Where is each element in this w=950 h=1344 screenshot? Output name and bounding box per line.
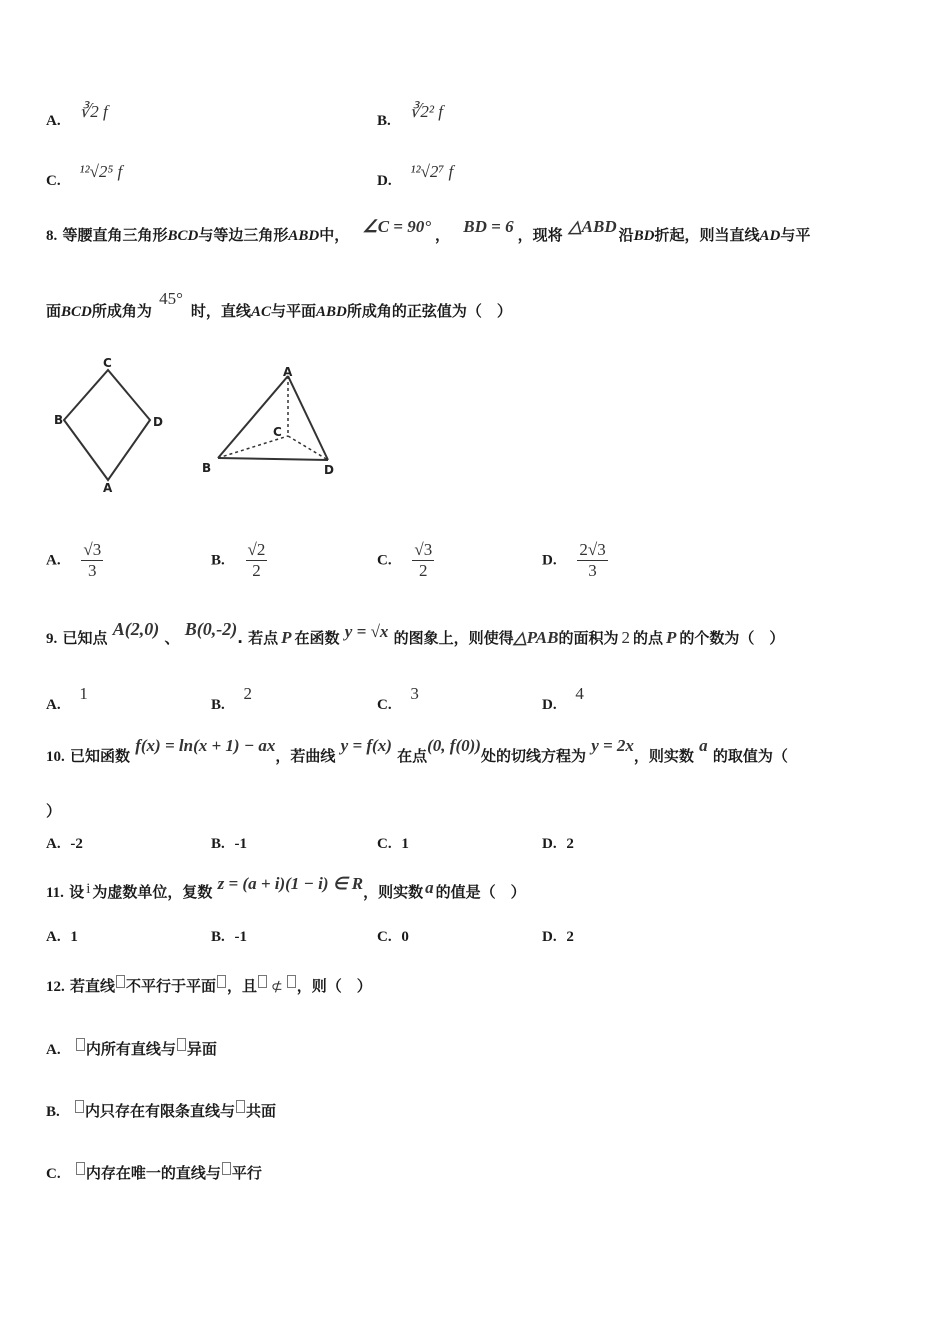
edge-bd [218, 458, 328, 460]
option-label: A. [46, 1042, 61, 1058]
missing-symbol-placeholder [236, 1100, 245, 1113]
q11-option-c[interactable] [377, 929, 409, 946]
q9-stem [46, 619, 785, 648]
stem-text: 与平面 [270, 302, 316, 320]
option-text: 平行 [231, 1164, 262, 1182]
option-value: 2 [566, 836, 574, 852]
missing-symbol-placeholder [76, 1038, 85, 1051]
stem-text: 所成角的正弦值为（ ） [346, 302, 512, 320]
fraction-denominator: 3 [588, 561, 597, 580]
option-label: A. [46, 552, 61, 569]
stem-math: y = 2x [591, 736, 634, 755]
stem-text: . 若点 [237, 629, 279, 647]
stem-text: 的点 [632, 629, 663, 647]
option-label: D. [542, 836, 557, 852]
stem-math: P [666, 628, 677, 647]
option-label: C. [377, 552, 392, 569]
option-label: B. [377, 113, 391, 129]
edge-ab [218, 376, 288, 458]
q10-stem-close: ） [46, 802, 62, 820]
stem-text: ，若曲线 [275, 747, 336, 765]
fraction-denominator: 2 [419, 561, 428, 580]
q10-stem [46, 736, 788, 766]
stem-math: f(x) = ln(x + 1) − ax [135, 736, 276, 755]
q10-option-a[interactable] [46, 836, 83, 853]
option-label: A. [46, 836, 61, 852]
option-value: -1 [234, 836, 248, 852]
missing-symbol-placeholder [177, 1038, 186, 1051]
q11-stem [46, 874, 526, 902]
diamond-shape [64, 370, 150, 480]
stem-text: 折起，则当直线 [654, 226, 760, 244]
option-fraction [412, 540, 434, 581]
stem-math: △PAB [513, 628, 559, 647]
stem-text: 等腰直角三角形 [62, 226, 168, 244]
q10-option-b[interactable] [211, 836, 247, 853]
stem-text: 若直线 [69, 977, 115, 995]
q8-figure-diamond [50, 352, 170, 494]
q8-figure-tetrahedron [196, 362, 346, 482]
q10-option-d[interactable] [542, 836, 574, 853]
stem-math: 45° [159, 289, 183, 308]
stem-math: BD [633, 228, 655, 244]
stem-math: △ABD [568, 217, 617, 236]
option-math: ¹²√2⁷ f [410, 162, 454, 181]
option-label: D. [542, 697, 557, 713]
missing-symbol-placeholder [258, 975, 267, 988]
option-fraction [577, 540, 607, 581]
stem-text: ，现将 [517, 226, 563, 244]
q12-option-a[interactable] [46, 1038, 217, 1059]
stem-text: ，且 [227, 977, 258, 995]
stem-text: 不平行于平面 [126, 977, 217, 995]
stem-math: BCD [167, 228, 199, 244]
q9-option-b[interactable] [211, 684, 253, 713]
q11-option-d[interactable] [542, 929, 574, 946]
vertex-a-label: A [103, 481, 113, 494]
option-label: C. [46, 1166, 61, 1182]
option-label: C. [377, 836, 392, 852]
vertex-c-label: C [103, 356, 112, 370]
option-label: A. [46, 929, 61, 945]
option-label: B. [211, 697, 225, 713]
option-value: 1 [401, 836, 409, 852]
stem-text: 时，直线 [190, 302, 251, 320]
stem-text: 沿 [618, 226, 634, 244]
missing-symbol-placeholder [222, 1162, 231, 1175]
stem-text: 与等边三角形 [198, 226, 289, 244]
stem-math: ABD [288, 228, 320, 244]
stem-text: 已知点 [62, 629, 108, 647]
stem-text: 、 [164, 629, 180, 647]
option-fraction [81, 540, 103, 581]
q12-stem [46, 975, 372, 996]
option-label: C. [377, 697, 392, 713]
q11-option-b[interactable] [211, 929, 247, 946]
stem-text: 在函数 [294, 629, 340, 647]
option-text: 内所有直线与 [85, 1040, 176, 1058]
fraction-numerator: √3 [83, 540, 102, 559]
question-number: 11. [46, 885, 64, 901]
question-number: 12. [46, 979, 65, 995]
q8-stem-line2 [46, 289, 512, 321]
stem-text: 的取值为（ [712, 747, 788, 765]
stem-math: y = √x [344, 622, 389, 641]
stem-text: 为虚数单位，复数 [92, 883, 213, 901]
option-label: C. [377, 929, 392, 945]
q7-option-c[interactable] [46, 162, 123, 190]
stem-math: a [699, 736, 708, 755]
stem-math: AD [759, 228, 781, 244]
stem-text: 的个数为（ ） [679, 629, 785, 647]
option-text: 内存在唯一的直线与 [85, 1164, 221, 1182]
stem-math: y = f(x) [340, 736, 392, 755]
option-label: A. [46, 697, 61, 713]
missing-symbol-placeholder [217, 975, 226, 988]
stem-text: 设 [69, 883, 85, 901]
option-label: B. [46, 1104, 60, 1120]
question-number: 8. [46, 228, 58, 244]
stem-math: BD = 6 [463, 217, 514, 236]
option-label: D. [542, 552, 557, 569]
q12-option-c[interactable] [46, 1162, 262, 1183]
stem-math: B(0,-2) [184, 619, 238, 639]
option-label: D. [377, 173, 392, 189]
vertex-b-label: B [54, 413, 64, 427]
option-value: 2 [566, 929, 574, 945]
option-value: 1 [70, 929, 78, 945]
q11-option-a[interactable] [46, 929, 78, 946]
option-label: A. [46, 113, 61, 129]
stem-math: A(2,0) [112, 619, 160, 639]
stem-text: 的值是（ ） [435, 883, 526, 901]
vertex-d-label: D [324, 463, 334, 477]
option-value: 0 [401, 929, 409, 945]
stem-text: 已知函数 [69, 747, 130, 765]
question-number: 9. [46, 631, 58, 647]
option-math: ∛2 f [79, 102, 108, 121]
option-label: C. [46, 173, 61, 189]
stem-text: ，则实数 [363, 883, 424, 901]
vertex-d-label: D [153, 415, 163, 429]
question-number: 10. [46, 749, 65, 765]
option-label: D. [542, 929, 557, 945]
q9-option-d[interactable] [542, 684, 584, 713]
option-label: B. [211, 929, 225, 945]
stem-math: a [425, 878, 434, 897]
fraction-numerator: 2√3 [579, 540, 606, 559]
fraction-denominator: 3 [88, 561, 97, 580]
option-text: 内只存在有限条直线与 [85, 1102, 236, 1120]
option-math: ∛2² f [409, 102, 443, 121]
option-text: 异面 [186, 1040, 217, 1058]
stem-text: 的图象上，则使得 [393, 629, 514, 647]
stem-text: 的面积为 [558, 629, 619, 647]
stem-math: ∠C = 90° [362, 217, 432, 236]
edge-ad [288, 376, 328, 460]
option-value: 2 [243, 684, 253, 703]
vertex-a-label: A [283, 365, 293, 379]
q8-option-b[interactable] [211, 540, 267, 581]
option-label: B. [211, 552, 225, 569]
fraction-numerator: √3 [414, 540, 433, 559]
q9-option-c[interactable] [377, 684, 419, 713]
option-fraction [246, 540, 268, 581]
q8-option-d[interactable] [542, 540, 608, 581]
q10-option-c[interactable] [377, 836, 409, 853]
option-value: 4 [575, 684, 584, 703]
stem-text: 在点 [397, 747, 428, 765]
stem-math: P [281, 628, 292, 647]
stem-math: ABD [315, 304, 347, 320]
stem-text: ，则实数 [633, 747, 694, 765]
option-label: B. [211, 836, 225, 852]
stem-text: ，则（ ） [296, 977, 372, 995]
q7-option-b[interactable] [377, 102, 443, 130]
option-value: -2 [70, 836, 83, 852]
stem-math: 2 [621, 628, 630, 647]
q7-option-a[interactable] [46, 102, 108, 130]
option-value: -1 [234, 929, 248, 945]
q9-option-a[interactable] [46, 684, 88, 713]
option-value: 1 [79, 684, 88, 703]
option-text: 共面 [246, 1102, 277, 1120]
stem-text: 面 [46, 302, 62, 320]
stem-math: i [86, 881, 91, 897]
stem-text: 所成角为 [91, 302, 152, 320]
q8-stem-line1 [46, 217, 811, 245]
vertex-b-label: B [202, 461, 212, 475]
q8-option-c[interactable] [377, 540, 434, 581]
stem-math: AC [250, 304, 271, 320]
stem-text: 中， [319, 226, 350, 244]
fraction-denominator: 2 [252, 561, 261, 580]
stem-text: 与平 [780, 226, 811, 244]
stem-math: (0, f(0)) [427, 736, 481, 755]
q12-option-b[interactable] [46, 1100, 276, 1121]
missing-symbol-placeholder [287, 975, 296, 988]
missing-symbol-placeholder [116, 975, 125, 988]
option-value: 3 [410, 684, 419, 703]
option-math: ¹²√2⁵ f [79, 162, 123, 181]
q7-option-d[interactable] [377, 162, 454, 190]
stem-text: ， [435, 226, 451, 244]
vertex-c-label: C [273, 425, 282, 439]
stem-math: z = (a + i)(1 − i) ∈ R [217, 874, 364, 893]
missing-symbol-placeholder [76, 1162, 85, 1175]
stem-math: BCD [61, 304, 92, 320]
stem-math: ⊄ [271, 980, 283, 995]
stem-text: 处的切线方程为 [480, 747, 586, 765]
q8-option-a[interactable] [46, 540, 103, 581]
fraction-numerator: √2 [247, 540, 266, 559]
missing-symbol-placeholder [75, 1100, 84, 1113]
